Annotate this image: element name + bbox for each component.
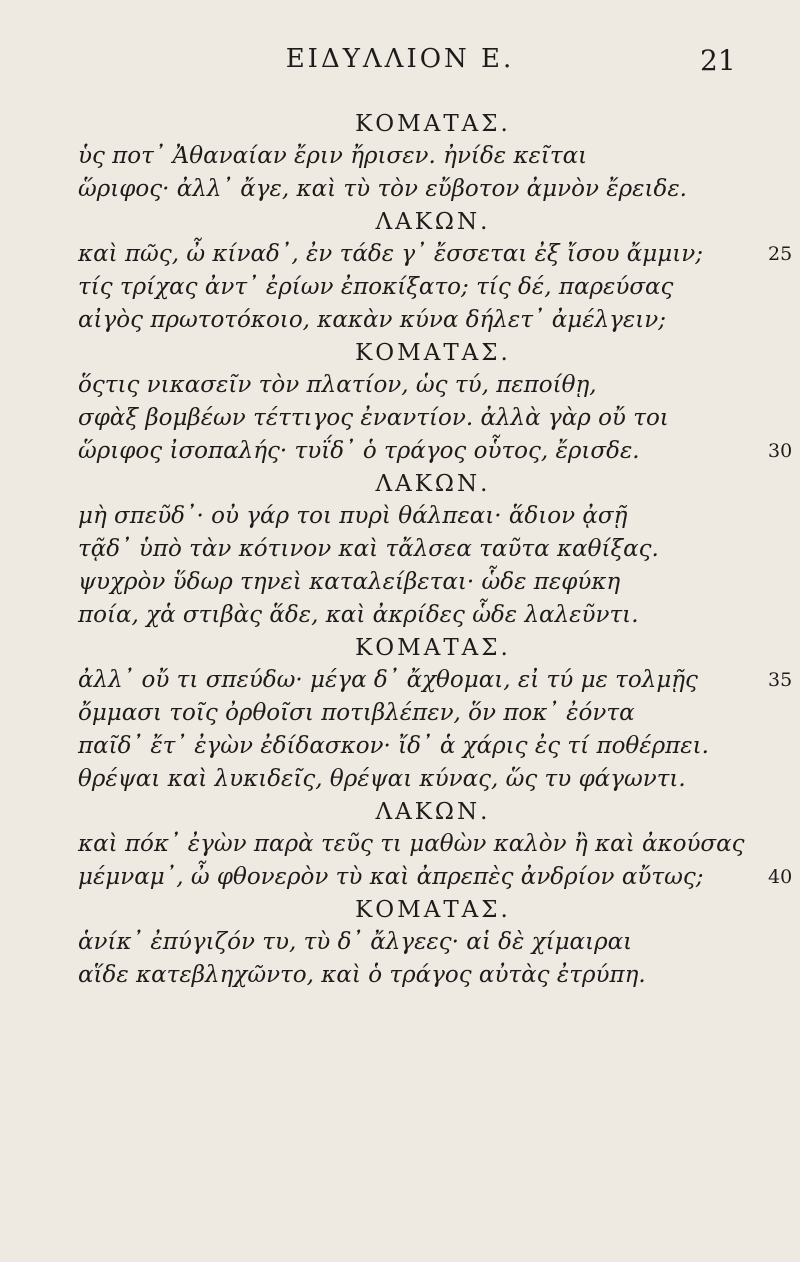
verse-line xyxy=(78,402,748,435)
verse-text: ποία, χἁ στιβὰς ἅδε, καὶ ἀκρίδες ὧδε λαλεῦντι. xyxy=(78,602,639,628)
verse-text: τᾷδ᾽ ὑπὸ τὰν κότινον καὶ τἄλσεα ταῦτα καθίξας. xyxy=(78,536,659,562)
verse-text: καὶ πῶς, ὦ κίναδ᾽, ἐν τάδε γ᾽ ἔσσεται ἐξ ἴσου ἄμμιν; xyxy=(78,241,703,267)
verse-line xyxy=(78,304,748,337)
page-header xyxy=(0,40,800,90)
verse-text: ἁνίκ᾽ ἐπύγιζόν τυ, τὺ δ᾽ ἄλγεες· αἱ δὲ χίμαιραι xyxy=(78,929,633,955)
speaker-heading: ΚΟΜΑΤΑΣ. xyxy=(355,635,511,661)
verse-line xyxy=(78,697,748,730)
dialogue-section xyxy=(78,108,748,206)
verse-line xyxy=(78,271,748,304)
verse-text: ὥριφος ἰσοπαλής· τυΐδ᾽ ὁ τράγος οὗτος, ἔρισδε. xyxy=(78,438,640,464)
verse-line xyxy=(78,238,793,271)
verse-text: σφὰξ βομβέων τέττιγος ἐναντίον. ἀλλὰ γὰρ οὔ τοι xyxy=(78,405,669,431)
verse-line xyxy=(78,730,748,763)
verse-text: θρέψαι καὶ λυκιδεῖς, θρέψαι κύνας, ὥς τυ φάγωντι. xyxy=(78,766,686,792)
verse-line xyxy=(78,500,748,533)
line-number: 25 xyxy=(768,243,793,265)
line-number: 35 xyxy=(768,669,793,691)
dialogue-section xyxy=(78,468,748,632)
verse-line xyxy=(78,828,748,861)
verse-text: αἰγὸς πρωτοτόκοιο, κακὰν κύνα δήλετ᾽ ἀμέλγειν; xyxy=(78,307,667,333)
line-number: 40 xyxy=(768,866,793,888)
speaker-heading: ΛΑΚΩΝ. xyxy=(375,799,491,825)
verse-line xyxy=(78,926,748,959)
verse-text: τίς τρίχας ἀντ᾽ ἐρίων ἐποκίξατο; τίς δέ, παρεύσας xyxy=(78,274,674,300)
dialogue-section xyxy=(78,632,793,796)
verse-text: ὥριφος· ἀλλ᾽ ἄγε, καὶ τὺ τὸν εὔβοτον ἀμνὸν ἔρειδε. xyxy=(78,176,687,202)
speaker-heading: ΛΑΚΩΝ. xyxy=(375,471,491,497)
verse-line xyxy=(78,664,793,697)
speaker-heading: ΚΟΜΑΤΑΣ. xyxy=(355,340,511,366)
verse-text: μέμναμ᾽, ὦ φθονερὸν τὺ καὶ ἀπρεπὲς ἀνδρίον αὔτως; xyxy=(78,864,704,890)
verse-line xyxy=(78,140,748,173)
verse-line xyxy=(78,959,748,992)
speaker-heading: ΚΟΜΑΤΑΣ. xyxy=(355,897,511,923)
verse-line xyxy=(78,369,748,402)
verse-text: αἵδε κατεβληχῶντο, καὶ ὁ τράγος αὐτὰς ἐτρύπη. xyxy=(78,962,646,988)
line-number: 30 xyxy=(768,440,793,462)
verse-text: ἀλλ᾽ οὔ τι σπεύδω· μέγα δ᾽ ἄχθομαι, εἰ τύ με τολμῇς xyxy=(78,667,698,693)
running-title: ΕΙΔΥΛΛΙΟΝ Ε. xyxy=(285,44,515,74)
verse-text: ὑς ποτ᾽ Ἀθαναίαν ἔριν ἤρισεν. ἠνίδε κεῖται xyxy=(78,143,588,169)
verse-line xyxy=(78,566,748,599)
page-number: 21 xyxy=(700,44,736,77)
verse-text: ὅςτις νικασεῖν τὸν πλατίον, ὡς τύ, πεποίθῃ, xyxy=(78,372,597,398)
verse-text: καὶ πόκ᾽ ἐγὼν παρὰ τεῦς τι μαθὼν καλὸν ἢ καὶ ἀκούσας xyxy=(78,831,745,857)
verse-line xyxy=(78,435,793,468)
poem-body xyxy=(78,108,793,992)
verse-text: ψυχρὸν ὕδωρ τηνεὶ καταλείβεται· ὧδε πεφύκη xyxy=(78,569,621,595)
verse-text: ὄμμασι τοῖς ὀρθοῖσι ποτιβλέπεν, ὅν ποκ᾽ ἐόντα xyxy=(78,700,635,726)
speaker-heading: ΛΑΚΩΝ. xyxy=(375,209,491,235)
verse-line xyxy=(78,763,748,796)
verse-line xyxy=(78,599,748,632)
dialogue-section xyxy=(78,337,793,468)
dialogue-section xyxy=(78,894,748,992)
verse-text: μὴ σπεῦδ᾽· οὐ γάρ τοι πυρὶ θάλπεαι· ἅδιον ᾀσῇ xyxy=(78,503,628,529)
dialogue-section xyxy=(78,796,793,894)
verse-line xyxy=(78,173,748,206)
speaker-heading: ΚΟΜΑΤΑΣ. xyxy=(355,111,511,137)
verse-line xyxy=(78,861,793,894)
verse-text: παῖδ᾽ ἔτ᾽ ἐγὼν ἐδίδασκον· ἴδ᾽ ἁ χάρις ἐς τί ποθέρπει. xyxy=(78,733,709,759)
verse-line xyxy=(78,533,748,566)
dialogue-section xyxy=(78,206,793,337)
